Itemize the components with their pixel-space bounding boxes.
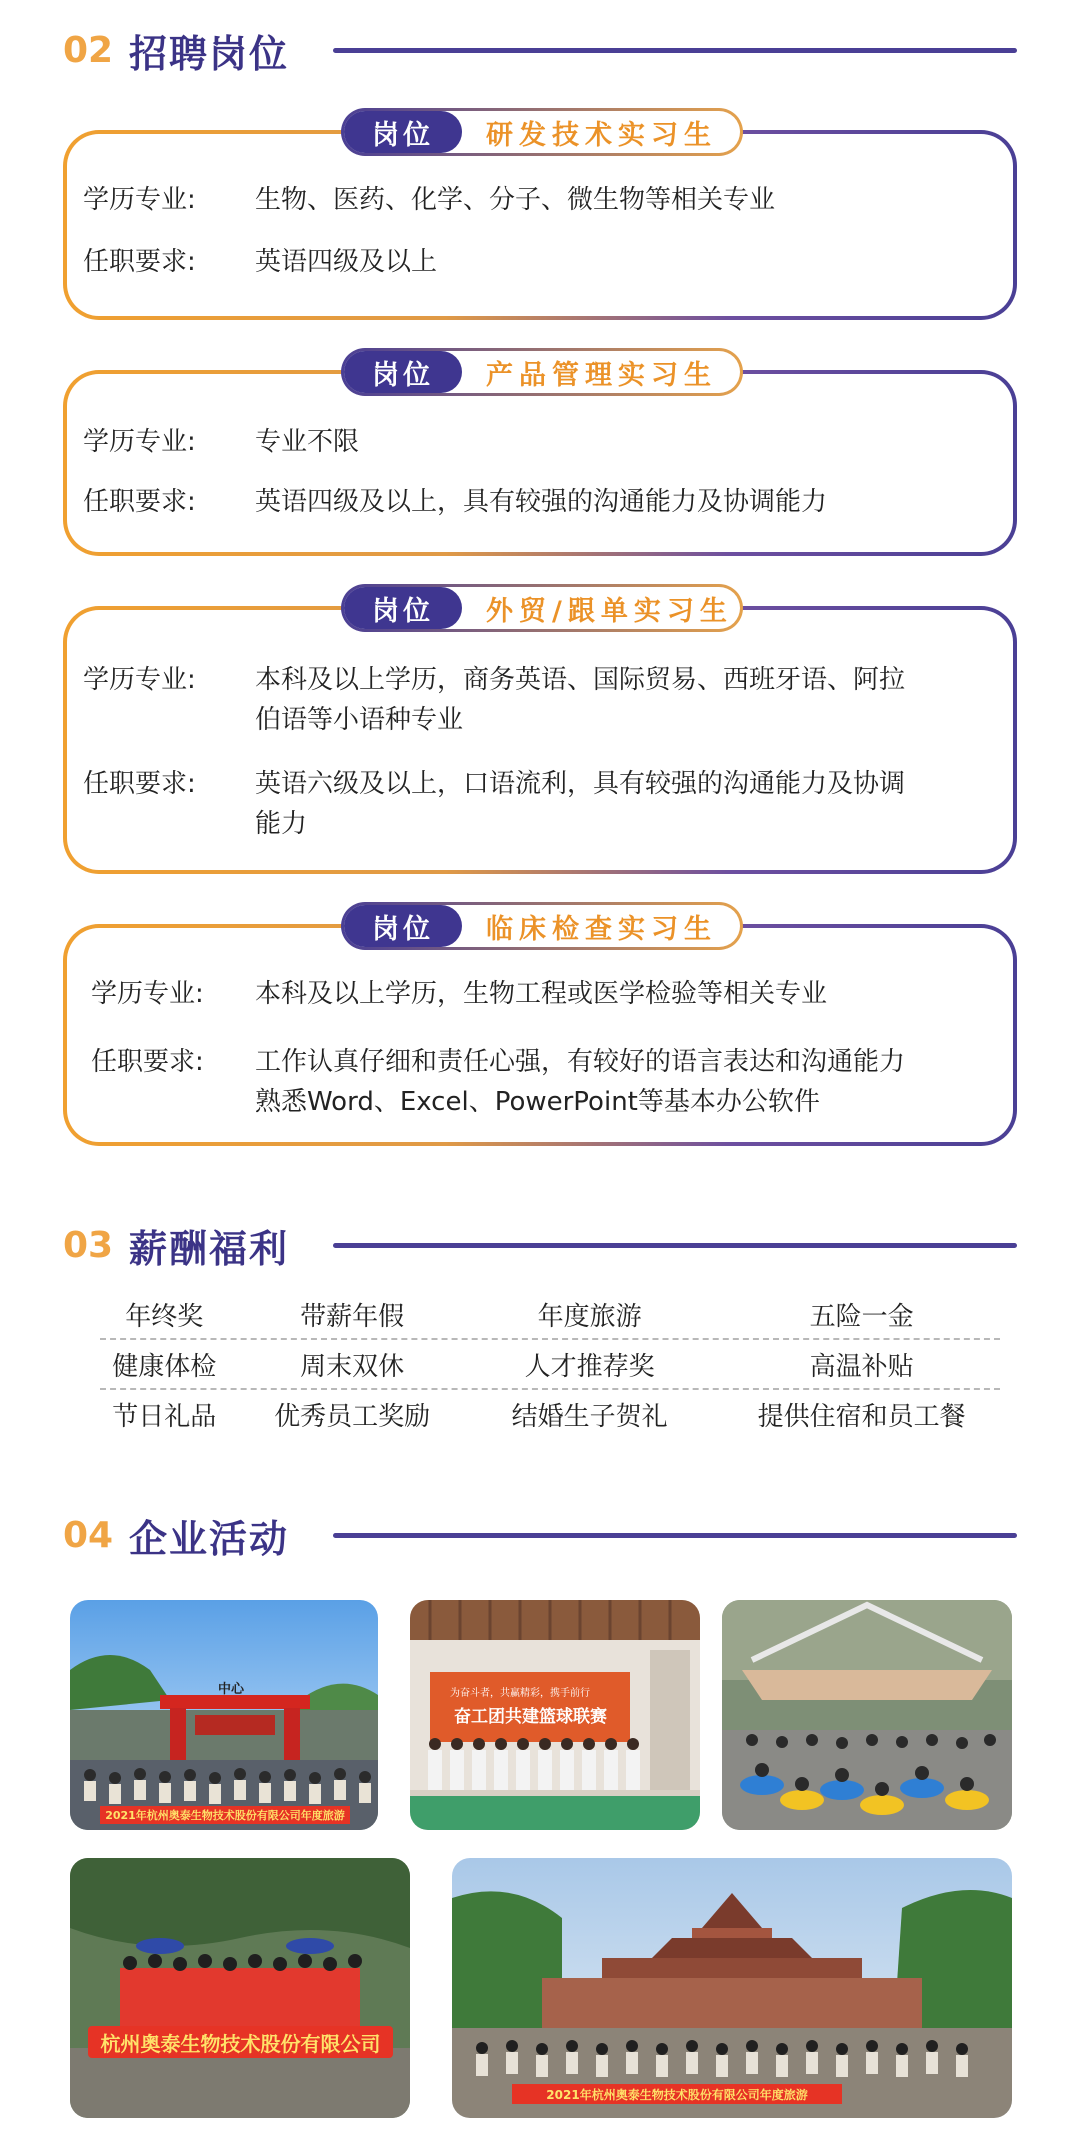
benefits-row (90, 1340, 1010, 1388)
job-tag-pill: 岗位 (344, 587, 462, 629)
education-value (255, 660, 987, 740)
education-value: 本科及以上学历，生物工程或医学检验等相关专业 (255, 979, 828, 1009)
requirement-value (255, 1042, 987, 1122)
benefit-item: 提供住宿和员工餐 (757, 1401, 966, 1432)
benefit-item: 年度旅游 (537, 1301, 642, 1332)
benefit-item: 高温补贴 (809, 1351, 914, 1382)
section-number: 04 (63, 1514, 114, 1556)
benefit-item: 结婚生子贺礼 (511, 1401, 668, 1432)
job-card-product (63, 348, 1017, 556)
activity-photo-gate (70, 1600, 378, 1830)
gate-sign: 中心 (218, 1682, 245, 1697)
requirement-value: 英语四级及以上 (255, 247, 438, 277)
benefit-item: 人才推荐奖 (524, 1351, 655, 1382)
requirement-row (91, 1042, 987, 1122)
requirement-line: 熟悉Word、Excel、PowerPoint等基本办公软件 (255, 1087, 820, 1117)
job-tag (341, 902, 743, 950)
photo-banner: 杭州奥泰生物技术股份有限公司 (88, 2026, 393, 2058)
requirement-line: 英语六级及以上，口语流利，具有较强的沟通能力及协调 (255, 769, 906, 799)
job-title: 外贸/跟单实习生 (486, 595, 733, 627)
requirement-value: 英语四级及以上，具有较强的沟通能力及协调能力 (255, 487, 828, 517)
education-label: 学历专业: (83, 185, 196, 215)
education-value: 生物、医药、化学、分子、微生物等相关专业 (255, 185, 776, 215)
job-title: 临床检查实习生 (486, 913, 717, 945)
section-number: 03 (63, 1224, 114, 1266)
job-tag (341, 108, 743, 156)
section-divider (333, 1243, 1017, 1248)
photo-illustration (70, 1858, 410, 2118)
education-label: 学历专业: (83, 427, 196, 457)
job-title: 研发技术实习生 (486, 119, 717, 151)
section-divider (333, 1533, 1017, 1538)
benefit-item: 节日礼品 (112, 1401, 217, 1432)
job-tag-pill: 岗位 (344, 111, 462, 153)
photo-illustration (452, 1858, 1012, 2118)
benefit-item: 优秀员工奖励 (274, 1401, 431, 1432)
education-line: 伯语等小语种专业 (255, 705, 464, 735)
job-card-border (63, 130, 1017, 320)
job-card-rd (63, 108, 1017, 320)
benefits-row (90, 1390, 1010, 1438)
photo-banner: 2021年杭州奥泰生物技术股份有限公司年度旅游 (512, 2084, 842, 2104)
benefit-item: 年终奖 (125, 1301, 204, 1332)
job-tag-pill: 岗位 (344, 905, 462, 947)
activity-photo-karts (722, 1600, 1012, 1830)
activity-photo-basketball (410, 1600, 700, 1830)
benefit-item: 带薪年假 (300, 1301, 405, 1332)
benefits-grid (90, 1290, 1010, 1438)
requirement-value (255, 764, 987, 844)
benefit-item: 五险一金 (809, 1301, 914, 1332)
benefits-row (90, 1290, 1010, 1338)
photo-illustration (70, 1600, 378, 1830)
education-row (83, 422, 987, 462)
requirement-label: 任职要求: (83, 487, 196, 517)
section-divider (333, 48, 1017, 53)
board-subtitle: 为奋斗者，共赢精彩，携手前行 (450, 1688, 590, 1699)
section-title: 招聘岗位 (129, 31, 290, 76)
education-label: 学历专业: (91, 979, 204, 1009)
section-header-jobs (63, 20, 1017, 80)
requirement-line: 能力 (255, 809, 308, 839)
requirement-row (83, 764, 987, 844)
photo-illustration (722, 1600, 1012, 1830)
job-tag (341, 348, 743, 396)
section-title: 企业活动 (129, 1516, 290, 1561)
job-card-clinical (63, 902, 1017, 1146)
requirement-row (83, 242, 987, 282)
requirement-label: 任职要求: (83, 769, 196, 799)
job-tag-pill: 岗位 (344, 351, 462, 393)
education-value: 专业不限 (255, 427, 360, 457)
activity-photo-group-red (70, 1858, 410, 2118)
education-row (83, 660, 987, 740)
job-title: 产品管理实习生 (486, 359, 717, 391)
requirement-line: 工作认真仔细和责任心强，有较好的语言表达和沟通能力 (255, 1047, 906, 1077)
section-number: 02 (63, 29, 114, 71)
requirement-row (83, 482, 987, 522)
education-row (83, 180, 987, 220)
benefit-item: 健康体检 (112, 1351, 217, 1382)
job-tag (341, 584, 743, 632)
requirement-label: 任职要求: (83, 247, 196, 277)
job-card-border (63, 370, 1017, 556)
activity-photo-building (452, 1858, 1012, 2118)
requirement-label: 任职要求: (91, 1047, 204, 1077)
education-line: 本科及以上学历，商务英语、国际贸易、西班牙语、阿拉 (255, 665, 906, 695)
section-header-activities (63, 1505, 1017, 1565)
benefit-item: 周末双休 (300, 1351, 405, 1382)
photo-banner: 2021年杭州奥泰生物技术股份有限公司年度旅游 (100, 1806, 350, 1824)
education-label: 学历专业: (83, 665, 196, 695)
education-row (91, 974, 987, 1014)
section-header-salary (63, 1215, 1017, 1275)
board-title: 奋工团共建篮球联赛 (454, 1707, 607, 1727)
job-card-trade (63, 584, 1017, 874)
section-title: 薪酬福利 (129, 1226, 290, 1271)
